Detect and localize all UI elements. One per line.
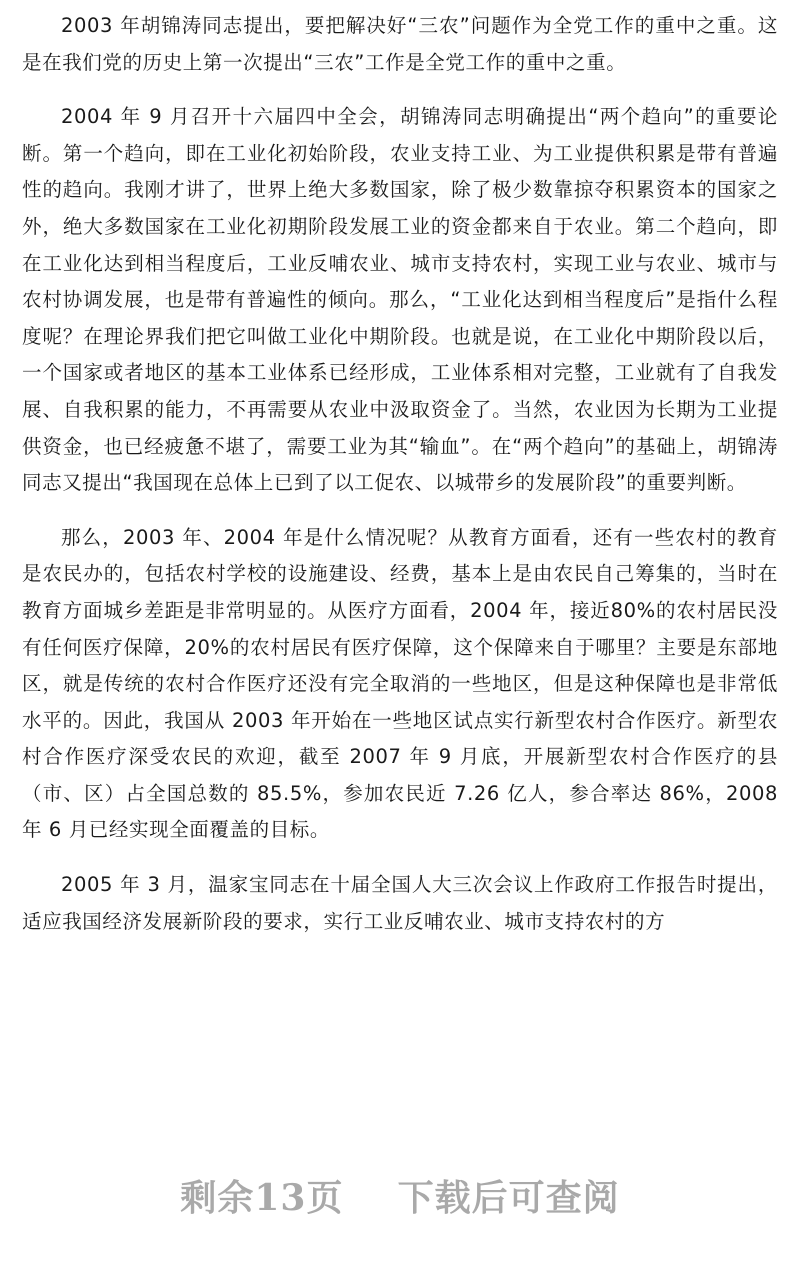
paragraph-2: 2004 年 9 月召开十六届四中全会，胡锦涛同志明确提出“两个趋向”的重要论断。第一个趋向，即在工业化初始阶段，农业支持工业、为工业提供积累是带有普遍性的趋向。我刚才讲了，世界上绝大多数国家，除了极少数靠掠夺积累资本的国家之外，绝大多数国家在工业化初期阶段发展工业的资金都来自于农业。第二个趋向，即在工业化达到相当程度后，工业反哺农业、城市支持农村，实现工业与农业、城市与农村协调发展，也是带有普遍性的倾向。那么，“工业化达到相当程度后”是指什么程度呢？在理论界我们把它叫做工业化中期阶段。也就是说，在工业化中期阶段以后，一个国家或者地区的基本工业体系已经形成，工业体系相对完整，工业就有了自我发展、自我积累的能力，不再需要从农业中汲取资金了。当然，农业因为长期为工业提供资金，也已经疲惫不堪了，需要工业为其“输血”。在“两个趋向”的基础上，胡锦涛同志又提出“我国现在总体上已到了以工促农、以城带乡的发展阶段”的重要判断。: [22, 105, 778, 495]
remaining-pages-notice: 剩余13页 下载后可查阅: [180, 1177, 620, 1219]
paragraph-1: 2003 年胡锦涛同志提出，要把解决好“三农”问题作为全党工作的重中之重。这是在我们党的历史上第一次提出“三农”工作是全党工作的重中之重。: [22, 14, 778, 74]
paragraph-4: 2005 年 3 月，温家宝同志在十届全国人大三次会议上作政府工作报告时提出，适应我国经济发展新阶段的要求，实行工业反哺农业、城市支持农村的方: [22, 873, 778, 933]
paragraph-3: 那么，2003 年、2004 年是什么情况呢？从教育方面看，还有一些农村的教育是农民办的，包括农村学校的设施建设、经费，基本上是由农民自己筹集的，当时在教育方面城乡差距是非常明显的。从医疗方面看，2004 年，接近80%的农村居民没有任何医疗保障，20%的农村居民有医疗保障，这个保障来自于哪里？主要是东部地区，就是传统的农村合作医疗还没有完全取消的一些地区，但是这种保障也是非常低水平的。因此，我国从 2003 年开始在一些地区试点实行新型农村合作医疗。新型农村合作医疗深受农民的欢迎，截至 2007 年 9 月底，开展新型农村合作医疗的县（市、区）占全国总数的 85.5%，参加农民近 7.26 亿人，参合率达 86%，2008 年 6 月已经实现全面覆盖的目标。: [22, 525, 778, 842]
document-body: [22, 8, 778, 958]
